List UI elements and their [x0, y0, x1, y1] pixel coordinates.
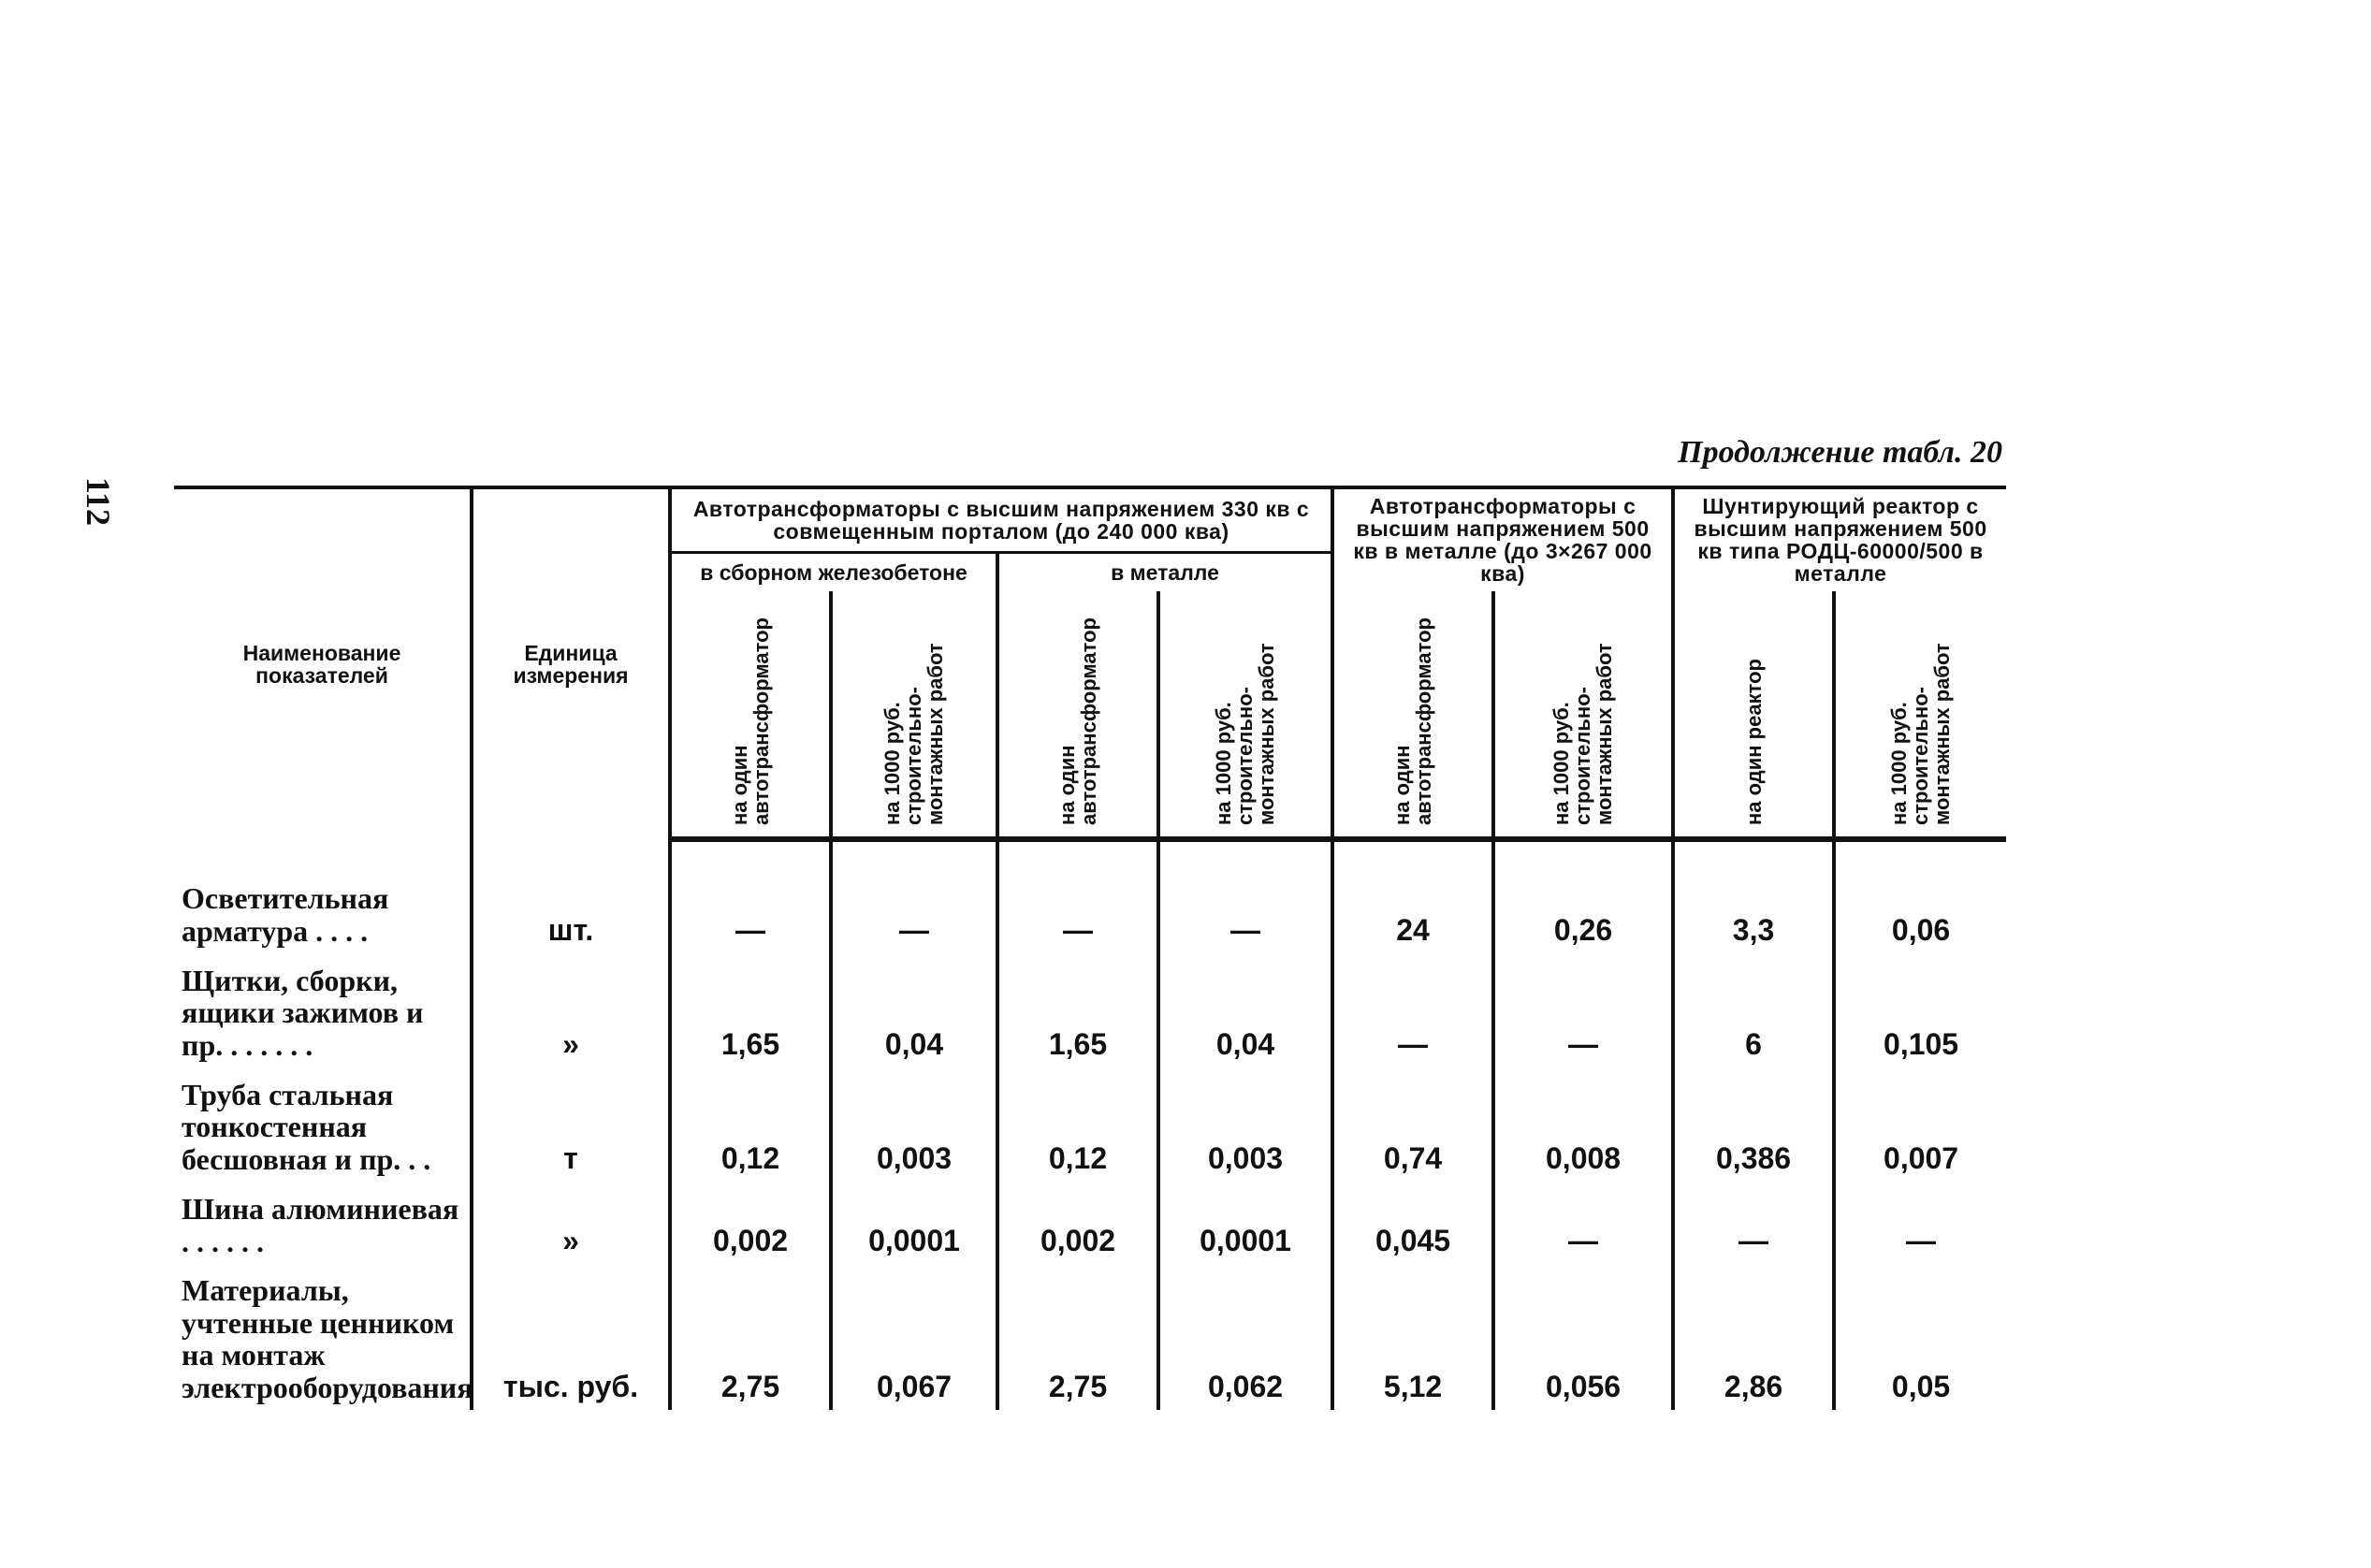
- cell-value: 0,008: [1493, 1067, 1673, 1182]
- cell-value: —: [1332, 953, 1493, 1067]
- row-unit: шт.: [472, 839, 670, 953]
- cell-value: 0,003: [831, 1067, 997, 1182]
- row-name: Щитки, сборки, ящики зажимов и пр. . . . . . .: [182, 963, 424, 1063]
- cell-value: 0,0001: [831, 1182, 997, 1264]
- cell-value: 0,12: [997, 1067, 1158, 1182]
- col-330-metal-per-1000: на 1000 руб. строительно-монтажных работ: [1158, 591, 1332, 839]
- cell-value: 0,04: [831, 953, 997, 1067]
- cell-value: —: [1158, 839, 1332, 953]
- shunt-reactor-header: Шунтирующий реактор с высшим напряжением 500 кв типа РОДЦ-60000/500 в металле: [1673, 487, 2006, 591]
- cell-value: 2,75: [997, 1264, 1158, 1410]
- row-unit: »: [472, 1182, 670, 1264]
- cell-value: —: [1493, 953, 1673, 1067]
- table-row: [174, 839, 2006, 953]
- row-name: Шина алюминиевая . . . . . .: [182, 1192, 459, 1259]
- cell-value: 0,003: [1158, 1067, 1332, 1182]
- row-name: Труба стальная тонкостенная бесшовная и пр. . .: [182, 1077, 431, 1177]
- row-unit: т: [472, 1067, 670, 1182]
- cell-value: 5,12: [1332, 1264, 1493, 1410]
- cell-value: 0,007: [1834, 1067, 2006, 1182]
- cell-value: 0,056: [1493, 1264, 1673, 1410]
- cell-value: 0,05: [1834, 1264, 2006, 1410]
- table-row: [174, 1182, 2006, 1264]
- row-name: Осветительная арматура . . . .: [182, 881, 389, 949]
- table-continuation-title: Продолжение табл. 20: [1678, 435, 2002, 470]
- col-330-rc-per-1000: на 1000 руб. строительно-монтажных работ: [831, 591, 997, 839]
- cell-value: 24: [1332, 839, 1493, 953]
- col-reactor-per-1000: на 1000 руб. строительно-монтажных работ: [1834, 591, 2006, 839]
- cell-value: 0,105: [1834, 953, 2006, 1067]
- cell-value: 0,26: [1493, 839, 1673, 953]
- cell-value: 0,06: [1834, 839, 2006, 953]
- unit-header: Единица измерения: [472, 487, 670, 839]
- cell-value: 1,65: [670, 953, 831, 1067]
- col-reactor-per-unit: на один реактор: [1673, 591, 1834, 839]
- cell-value: —: [1673, 1182, 1834, 1264]
- cell-value: 0,0001: [1158, 1182, 1332, 1264]
- cell-value: —: [997, 839, 1158, 953]
- row-unit: »: [472, 953, 670, 1067]
- col-330-rc-per-unit: на один автотрансформатор: [670, 591, 831, 839]
- cell-value: —: [1493, 1182, 1673, 1264]
- group-330kv-header: Автотрансформаторы с высшим напряжением 330 кв с совмещенным порталом (до 240 000 ква): [670, 487, 1332, 553]
- col-500-per-unit: на один автотрансформатор: [1332, 591, 1493, 839]
- cell-value: 6: [1673, 953, 1834, 1067]
- col-500-per-1000: на 1000 руб. строительно-монтажных работ: [1493, 591, 1673, 839]
- cell-value: 0,74: [1332, 1067, 1493, 1182]
- cell-value: 0,067: [831, 1264, 997, 1410]
- subgroup-reinforced-concrete: в сборном железобетоне: [670, 553, 997, 591]
- table-row: [174, 1264, 2006, 1410]
- cell-value: —: [670, 839, 831, 953]
- group-500kv-header: Автотрансформаторы с высшим напряжением 500 кв в металле (до 3×267 000 ква): [1332, 487, 1673, 591]
- table-row: [174, 1067, 2006, 1182]
- cell-value: 2,86: [1673, 1264, 1834, 1410]
- cell-value: 0,12: [670, 1067, 831, 1182]
- cell-value: 0,386: [1673, 1067, 1834, 1182]
- row-unit: тыс. руб.: [472, 1264, 670, 1410]
- cell-value: 2,75: [670, 1264, 831, 1410]
- cell-value: 0,04: [1158, 953, 1332, 1067]
- cell-value: 3,3: [1673, 839, 1834, 953]
- cell-value: —: [1834, 1182, 2006, 1264]
- subgroup-metal: в металле: [997, 553, 1332, 591]
- row-name: Материалы, учтенные ценником на монтаж электрооборудования: [182, 1273, 473, 1405]
- cell-value: 0,002: [670, 1182, 831, 1264]
- cell-value: 0,045: [1332, 1182, 1493, 1264]
- indicator-header: Наименование показателей: [174, 487, 472, 839]
- col-330-metal-per-unit: на один автотрансформатор: [997, 591, 1158, 839]
- cell-value: 1,65: [997, 953, 1158, 1067]
- materials-table: [174, 486, 2006, 1410]
- cell-value: 0,062: [1158, 1264, 1332, 1410]
- cell-value: —: [831, 839, 997, 953]
- table-row: [174, 953, 2006, 1067]
- cell-value: 0,002: [997, 1182, 1158, 1264]
- page-number: 112: [80, 477, 117, 527]
